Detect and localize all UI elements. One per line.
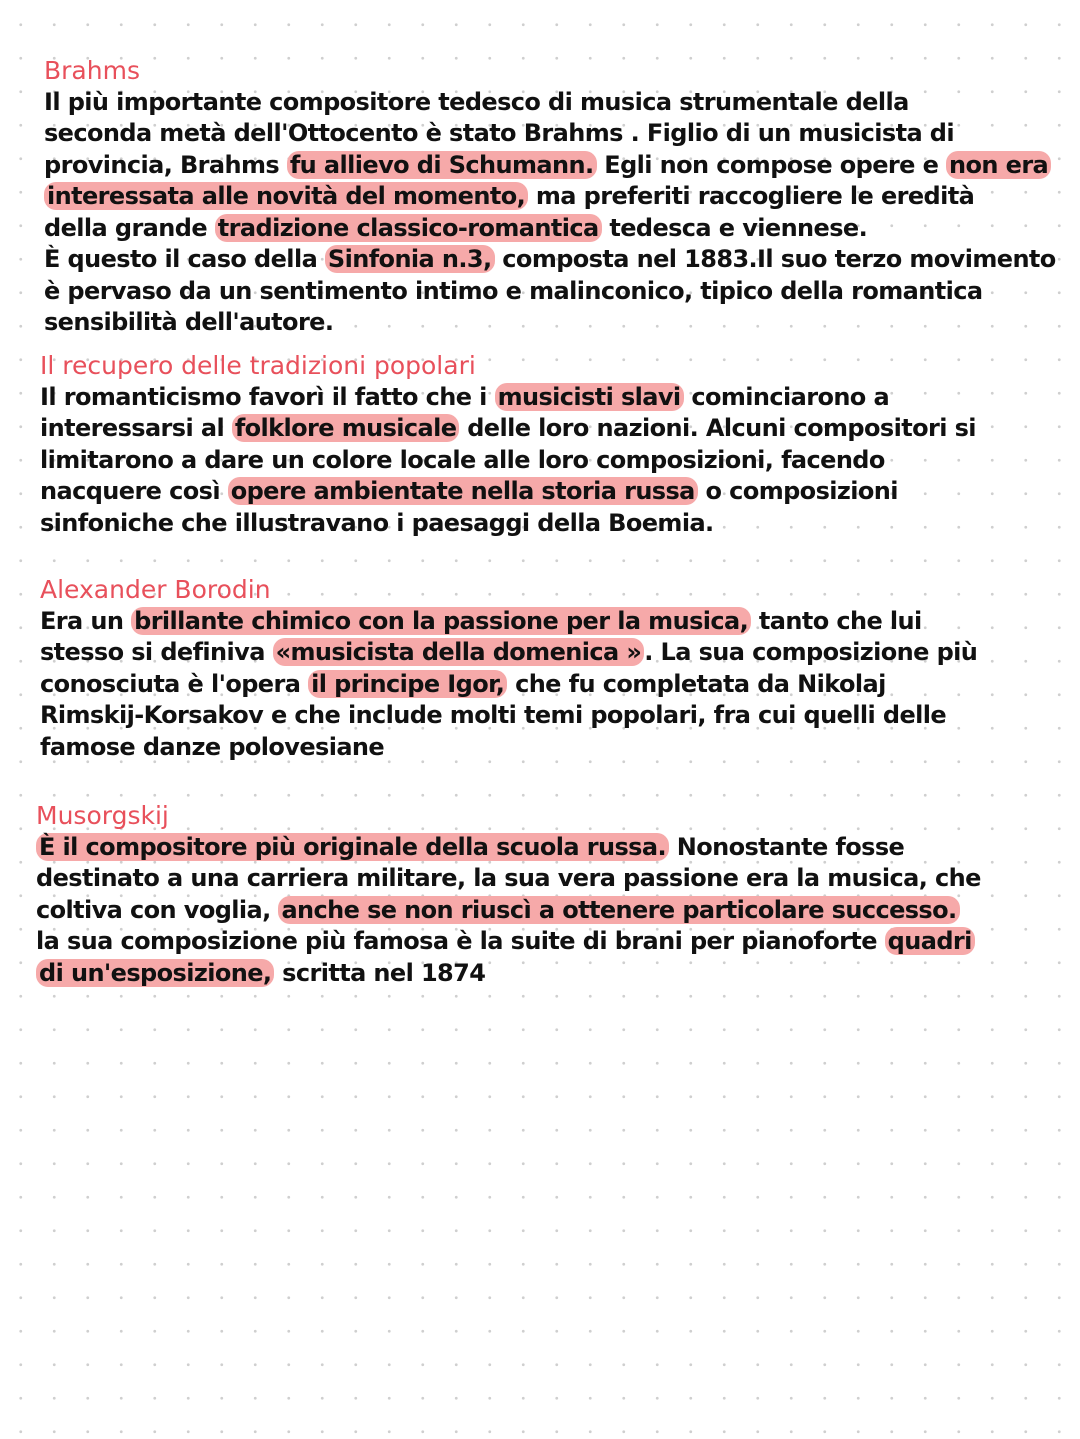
text-run: sensibilità dell'autore. (44, 308, 334, 336)
text-run: coltiva con voglia, (36, 895, 279, 924)
text-run: interessarsi al (40, 414, 232, 442)
text-run: È questo il caso della (44, 245, 325, 273)
text-run: la sua composizione più famosa è la suite di brani per pianoforte (36, 927, 885, 955)
highlighted-text: Sinfonia n.3, (325, 245, 495, 273)
text-run: stesso si definiva (40, 638, 273, 666)
highlighted-text: non era (946, 151, 1051, 179)
text-line (40, 508, 1050, 540)
text-line (36, 863, 1046, 895)
section-heading: Musorgskij (36, 801, 169, 830)
highlighted-text: folklore musicale (232, 414, 460, 442)
text-line (40, 700, 1050, 732)
text-line (40, 445, 1050, 477)
text-run: composta nel 1883.Il suo terzo movimento (494, 245, 1056, 273)
text-run: limitarono a dare un colore locale alle loro composizioni, facendo (40, 445, 885, 474)
text-run: Il più importante compositore tedesco di musica strumentale della (44, 87, 909, 116)
text-run: provincia, Brahms (44, 150, 287, 179)
highlighted-text: interessata alle novità del momento, (44, 182, 528, 210)
text-run: . La sua composizione più (644, 638, 978, 666)
text-run: cominciarono a (683, 382, 890, 411)
text-line (44, 307, 1054, 339)
text-line (40, 637, 1050, 669)
highlighted-text: di un'esposizione, (36, 959, 274, 987)
section-folk-traditions (40, 350, 1050, 539)
text-line (40, 476, 1050, 508)
text-run: conosciuta è l'opera (40, 669, 309, 698)
section-heading: Alexander Borodin (40, 575, 271, 604)
section-heading: Il recupero delle tradizioni popolari (40, 351, 476, 380)
section-heading: Brahms (44, 56, 140, 85)
text-line (36, 958, 1046, 990)
highlighted-text: quadri (885, 927, 975, 955)
text-run: Nonostante fosse (668, 832, 905, 861)
text-run: della grande (44, 213, 215, 242)
section-body (40, 382, 1050, 540)
text-line (36, 832, 1046, 864)
section-body (40, 606, 1050, 764)
text-line (40, 413, 1050, 445)
text-run: destinato a una carriera militare, la sua vera passione era la musica, che (36, 864, 981, 892)
section-musorgskij (36, 800, 1046, 989)
text-line (36, 895, 1046, 927)
highlighted-text: il principe Igor, (308, 670, 507, 698)
highlighted-text: opere ambientate nella storia russa (228, 477, 698, 505)
text-run: è pervaso da un sentimento intimo e malinconico, tipico della romantica (44, 276, 983, 305)
text-run: tedesca e viennese. (601, 213, 868, 242)
text-run: sinfoniche che illustravano i paesaggi della Boemia. (40, 508, 714, 537)
text-line (44, 213, 1054, 245)
text-run: Il romanticismo favorì il fatto che i (40, 382, 495, 411)
text-run: Egli non compose opere e (596, 150, 947, 179)
text-run: o composizioni (697, 477, 898, 505)
highlighted-text: È il compositore più originale della scuola russa. (36, 833, 669, 861)
text-line (44, 244, 1054, 276)
text-run: scritta nel 1874 (274, 958, 486, 987)
highlighted-text: brillante chimico con la passione per la musica, (131, 607, 751, 635)
section-brahms (44, 55, 1054, 339)
text-line (44, 118, 1054, 150)
highlighted-text: anche se non riuscì a ottenere particolare successo. (278, 896, 959, 924)
text-line (40, 732, 1050, 764)
text-line (40, 669, 1050, 701)
text-run: delle loro nazioni. Alcuni compositori si (459, 414, 976, 442)
text-line (44, 87, 1054, 119)
highlighted-text: fu allievo di Schumann. (287, 151, 597, 179)
highlighted-text: «musicista della domenica » (273, 638, 645, 666)
text-run: famose danze polovesiane (40, 732, 385, 761)
text-line (44, 150, 1054, 182)
text-run: tanto che lui (751, 606, 922, 635)
text-run: nacquere così (40, 477, 228, 505)
text-line (40, 382, 1050, 414)
highlighted-text: musicisti slavi (495, 383, 684, 411)
text-run: che fu completata da Nikolaj (507, 669, 886, 698)
highlighted-text: tradizione classico-romantica (215, 214, 602, 242)
text-line (44, 181, 1054, 213)
section-body (36, 832, 1046, 990)
text-line (40, 606, 1050, 638)
text-run: seconda metà dell'Ottocento è stato Brahms . Figlio di un musicista di (44, 119, 954, 147)
section-borodin (40, 574, 1050, 763)
text-run: Era un (40, 606, 132, 635)
text-run: ma preferiti raccogliere le eredità (528, 182, 975, 210)
text-line (44, 276, 1054, 308)
section-body (44, 87, 1054, 339)
text-line (36, 926, 1046, 958)
text-run: Rimskij-Korsakov e che include molti temi popolari, fra cui quelli delle (40, 701, 947, 729)
